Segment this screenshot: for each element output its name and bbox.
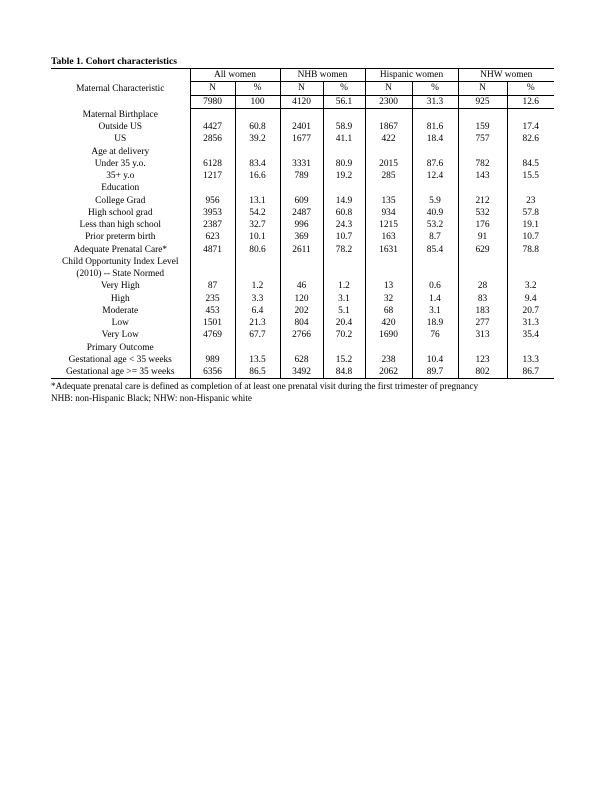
percent-cell: 20.4 — [323, 317, 365, 329]
percent-cell: 19.2 — [323, 170, 365, 182]
row-label: Low — [51, 317, 190, 329]
table-row — [51, 133, 554, 145]
row-label: Education — [51, 182, 190, 194]
percent-cell: 87.6 — [412, 158, 458, 170]
count-cell: 934 — [365, 207, 412, 219]
count-cell: 183 — [458, 305, 507, 317]
count-cell: 3492 — [280, 366, 323, 379]
total-cell: 7980 — [190, 95, 235, 108]
percent-cell: 17.4 — [522, 122, 539, 132]
count-cell: 4427 — [190, 121, 235, 133]
row-label: 35+ y.o — [51, 170, 190, 182]
percent-cell: 13.5 — [235, 354, 280, 366]
percent-cell: 10.7 — [323, 231, 365, 243]
table-notes — [51, 380, 555, 404]
count-cell: 176 — [458, 219, 507, 231]
percent-cell — [412, 256, 458, 268]
percent-cell: 58.9 — [323, 121, 365, 133]
total-cell: 56.1 — [323, 95, 365, 108]
percent-cell: 9.4 — [524, 293, 537, 304]
count-cell: 1501 — [190, 317, 235, 329]
row-label: Child Opportunity Index Level — [51, 256, 190, 268]
table-row — [51, 219, 554, 231]
count-cell — [190, 268, 235, 280]
table-row — [51, 280, 554, 292]
percent-cell: 10.7 — [522, 232, 539, 243]
count-cell: 120 — [280, 293, 323, 305]
percent-cell — [507, 182, 554, 194]
percent-cell: 6.4 — [235, 305, 280, 317]
count-cell: 989 — [190, 354, 235, 366]
count-cell: 453 — [190, 305, 235, 317]
count-cell: 6128 — [190, 158, 235, 170]
count-cell — [190, 256, 235, 268]
pct-header: % — [412, 82, 458, 95]
count-cell: 28 — [458, 280, 507, 292]
row-label: Outside US — [51, 121, 190, 133]
row-label: Age at delivery — [51, 146, 190, 158]
percent-cell: 76 — [412, 329, 458, 341]
table-row — [51, 121, 554, 133]
percent-cell — [412, 342, 458, 354]
row-label: (2010) -- State Normed — [51, 268, 190, 280]
count-cell: 2387 — [190, 219, 235, 231]
count-cell — [280, 268, 323, 280]
count-cell: 123 — [458, 354, 507, 366]
cohort-table — [51, 68, 554, 379]
count-cell — [280, 256, 323, 268]
pct-header: % — [323, 82, 365, 95]
count-cell: 956 — [190, 195, 235, 207]
count-cell: 1677 — [280, 133, 323, 145]
count-cell: 609 — [280, 195, 323, 207]
percent-cell — [235, 256, 280, 268]
percent-cell: 86.5 — [235, 366, 280, 379]
percent-cell: 16.6 — [235, 170, 280, 182]
table-row — [51, 293, 554, 305]
percent-cell: 57.8 — [522, 207, 539, 218]
percent-cell: 84.8 — [323, 366, 365, 379]
count-cell — [365, 342, 412, 354]
percent-cell: 35.4 — [522, 330, 539, 341]
count-cell: 3331 — [280, 158, 323, 170]
count-cell: 369 — [280, 231, 323, 243]
percent-cell: 39.2 — [235, 133, 280, 145]
percent-cell — [412, 182, 458, 194]
count-cell: 87 — [190, 280, 235, 292]
percent-cell: 1.2 — [235, 280, 280, 292]
percent-cell: 82.6 — [522, 134, 539, 145]
count-cell — [365, 268, 412, 280]
count-cell — [280, 182, 323, 194]
table-row — [51, 207, 554, 219]
percent-cell: 1.4 — [412, 293, 458, 305]
row-label: US — [51, 133, 190, 145]
total-cell: 12.6 — [507, 95, 554, 108]
percent-cell: 21.3 — [235, 317, 280, 329]
count-cell: 420 — [365, 317, 412, 329]
count-cell — [365, 108, 412, 121]
percent-cell: 19.1 — [522, 220, 539, 230]
pct-header: % — [507, 82, 554, 95]
percent-cell: 67.7 — [235, 329, 280, 341]
count-cell — [458, 268, 507, 280]
count-cell: 3953 — [190, 207, 235, 219]
percent-cell — [323, 146, 365, 158]
row-label: Maternal Birthplace — [51, 108, 190, 121]
percent-cell: 1.2 — [323, 280, 365, 292]
percent-cell: 15.5 — [522, 171, 539, 181]
percent-cell: 60.8 — [323, 207, 365, 219]
percent-cell: 86.7 — [522, 367, 539, 377]
count-cell — [458, 182, 507, 194]
count-cell: 143 — [458, 170, 507, 182]
percent-cell: 14.9 — [323, 195, 365, 207]
count-cell — [458, 108, 507, 121]
count-cell — [365, 182, 412, 194]
total-cell: 100 — [235, 95, 280, 108]
percent-cell — [235, 182, 280, 194]
table-row — [51, 268, 554, 280]
n-header: N — [365, 82, 412, 95]
count-cell: 2766 — [280, 329, 323, 341]
percent-cell — [323, 256, 365, 268]
row-label: Prior preterm birth — [51, 231, 190, 243]
count-cell: 996 — [280, 219, 323, 231]
count-cell — [458, 146, 507, 158]
count-cell: 91 — [458, 231, 507, 243]
count-cell: 4871 — [190, 244, 235, 256]
percent-cell: 23 — [526, 195, 536, 206]
count-cell — [190, 146, 235, 158]
row-label: Very Low — [51, 329, 190, 341]
row-label: Moderate — [51, 305, 190, 317]
row-label: Adequate Prenatal Care* — [51, 244, 190, 256]
count-cell: 2015 — [365, 158, 412, 170]
count-cell: 1867 — [365, 121, 412, 133]
count-cell: 623 — [190, 231, 235, 243]
percent-cell: 20.7 — [522, 305, 539, 316]
count-cell: 789 — [280, 170, 323, 182]
percent-cell: 85.4 — [412, 244, 458, 256]
percent-cell — [323, 342, 365, 354]
percent-cell: 13.3 — [522, 354, 539, 365]
count-cell: 2611 — [280, 244, 323, 256]
percent-cell — [507, 268, 554, 280]
footnote-prenatal-care: *Adequate prenatal care is defined as completion of at least one prenatal visit during the first trimester of pregnancy — [51, 381, 479, 392]
row-label: Less than high school — [51, 219, 190, 231]
percent-cell: 89.7 — [412, 366, 458, 379]
count-cell: 1690 — [365, 329, 412, 341]
count-cell — [365, 146, 412, 158]
percent-cell: 18.4 — [412, 133, 458, 145]
count-cell: 804 — [280, 317, 323, 329]
percent-cell: 70.2 — [323, 329, 365, 341]
count-cell — [190, 182, 235, 194]
percent-cell — [507, 342, 554, 354]
count-cell: 2401 — [280, 121, 323, 133]
table-row — [51, 108, 554, 121]
row-label: Primary Outcome — [51, 342, 190, 354]
percent-cell: 53.2 — [412, 219, 458, 231]
count-cell: 277 — [458, 317, 507, 329]
percent-cell — [235, 146, 280, 158]
header-group-row — [51, 69, 554, 82]
count-cell: 212 — [458, 195, 507, 207]
table-row — [51, 244, 554, 256]
table-row — [51, 317, 554, 329]
total-cell: 2300 — [365, 95, 412, 108]
count-cell: 46 — [280, 280, 323, 292]
total-cell: 31.3 — [412, 95, 458, 108]
percent-cell: 3.1 — [412, 305, 458, 317]
count-cell: 13 — [365, 280, 412, 292]
total-cell: 4120 — [280, 95, 323, 108]
count-cell: 6356 — [190, 366, 235, 379]
count-cell — [190, 342, 235, 354]
group-header-nhw: NHW women — [480, 70, 533, 80]
row-label-header: Maternal Characteristic — [51, 69, 190, 109]
count-cell: 532 — [458, 207, 507, 219]
percent-cell — [235, 342, 280, 354]
percent-cell — [323, 108, 365, 121]
count-cell: 235 — [190, 293, 235, 305]
count-cell: 1217 — [190, 170, 235, 182]
pct-header: % — [235, 82, 280, 95]
row-label: Under 35 y.o. — [51, 158, 190, 170]
table-row — [51, 329, 554, 341]
count-cell: 2856 — [190, 133, 235, 145]
percent-cell: 60.8 — [235, 121, 280, 133]
count-cell — [458, 256, 507, 268]
table-row — [51, 231, 554, 243]
percent-cell: 80.9 — [323, 158, 365, 170]
percent-cell: 3.1 — [323, 293, 365, 305]
table-title: Table 1. Cohort characteristics — [51, 56, 177, 67]
count-cell — [280, 108, 323, 121]
percent-cell: 13.1 — [235, 195, 280, 207]
percent-cell — [507, 146, 554, 158]
percent-cell: 40.9 — [412, 207, 458, 219]
percent-cell: 5.9 — [412, 195, 458, 207]
count-cell: 422 — [365, 133, 412, 145]
percent-cell: 8.7 — [412, 231, 458, 243]
count-cell: 68 — [365, 305, 412, 317]
table-row — [51, 366, 554, 379]
row-label: High school grad — [51, 207, 190, 219]
count-cell: 2487 — [280, 207, 323, 219]
count-cell: 757 — [458, 133, 507, 145]
count-cell: 629 — [458, 244, 507, 256]
row-label: College Grad — [51, 195, 190, 207]
percent-cell: 24.3 — [323, 219, 365, 231]
count-cell: 4769 — [190, 329, 235, 341]
table-row — [51, 305, 554, 317]
table-row — [51, 170, 554, 182]
count-cell: 159 — [458, 121, 507, 133]
table-row — [51, 354, 554, 366]
table-row — [51, 195, 554, 207]
percent-cell — [412, 268, 458, 280]
count-cell: 32 — [365, 293, 412, 305]
table-row — [51, 342, 554, 354]
row-label: Very High — [51, 280, 190, 292]
count-cell — [365, 256, 412, 268]
row-label: Gestational age < 35 weeks — [51, 354, 190, 366]
percent-cell — [412, 108, 458, 121]
percent-cell: 80.6 — [235, 244, 280, 256]
n-header: N — [190, 82, 235, 95]
count-cell: 313 — [458, 329, 507, 341]
footnote-abbreviations: NHB: non-Hispanic Black; NHW: non-Hispanic white — [51, 393, 252, 404]
percent-cell: 10.4 — [412, 354, 458, 366]
count-cell: 1215 — [365, 219, 412, 231]
percent-cell: 78.2 — [323, 244, 365, 256]
table-row — [51, 146, 554, 158]
percent-cell: 31.3 — [522, 318, 539, 328]
count-cell: 135 — [365, 195, 412, 207]
count-cell: 202 — [280, 305, 323, 317]
percent-cell — [507, 108, 554, 121]
count-cell: 1631 — [365, 244, 412, 256]
count-cell: 628 — [280, 354, 323, 366]
count-cell: 2062 — [365, 366, 412, 379]
table-row — [51, 182, 554, 194]
group-header-hispanic: Hispanic women — [365, 69, 458, 82]
percent-cell: 78.8 — [522, 244, 539, 255]
count-cell: 163 — [365, 231, 412, 243]
percent-cell: 18.9 — [412, 317, 458, 329]
group-header-all: All women — [190, 69, 280, 82]
count-cell — [190, 108, 235, 121]
count-cell: 238 — [365, 354, 412, 366]
total-cell: 925 — [458, 95, 507, 108]
count-cell — [458, 342, 507, 354]
percent-cell: 83.4 — [235, 158, 280, 170]
table-row — [51, 256, 554, 268]
count-cell: 83 — [458, 293, 507, 305]
count-cell: 782 — [458, 158, 507, 170]
group-header-nhb: NHB women — [280, 69, 365, 82]
count-cell — [280, 342, 323, 354]
percent-cell — [323, 268, 365, 280]
count-cell: 285 — [365, 170, 412, 182]
percent-cell — [323, 182, 365, 194]
percent-cell: 5.1 — [323, 305, 365, 317]
percent-cell — [507, 256, 554, 268]
percent-cell: 10.1 — [235, 231, 280, 243]
n-header: N — [280, 82, 323, 95]
count-cell: 802 — [458, 366, 507, 379]
percent-cell: 32.7 — [235, 219, 280, 231]
percent-cell: 3.3 — [235, 293, 280, 305]
percent-cell — [235, 108, 280, 121]
percent-cell: 81.6 — [412, 121, 458, 133]
percent-cell: 0.6 — [412, 280, 458, 292]
percent-cell: 3.2 — [524, 281, 537, 292]
table-row — [51, 158, 554, 170]
percent-cell — [235, 268, 280, 280]
count-cell — [280, 146, 323, 158]
percent-cell: 41.1 — [323, 133, 365, 145]
n-header: N — [458, 82, 507, 95]
document-page — [51, 56, 555, 404]
percent-cell: 15.2 — [323, 354, 365, 366]
row-label: High — [51, 293, 190, 305]
percent-cell: 12.4 — [412, 170, 458, 182]
row-label: Gestational age >= 35 weeks — [51, 366, 190, 379]
percent-cell — [412, 146, 458, 158]
percent-cell: 84.5 — [522, 158, 539, 169]
percent-cell: 54.2 — [235, 207, 280, 219]
